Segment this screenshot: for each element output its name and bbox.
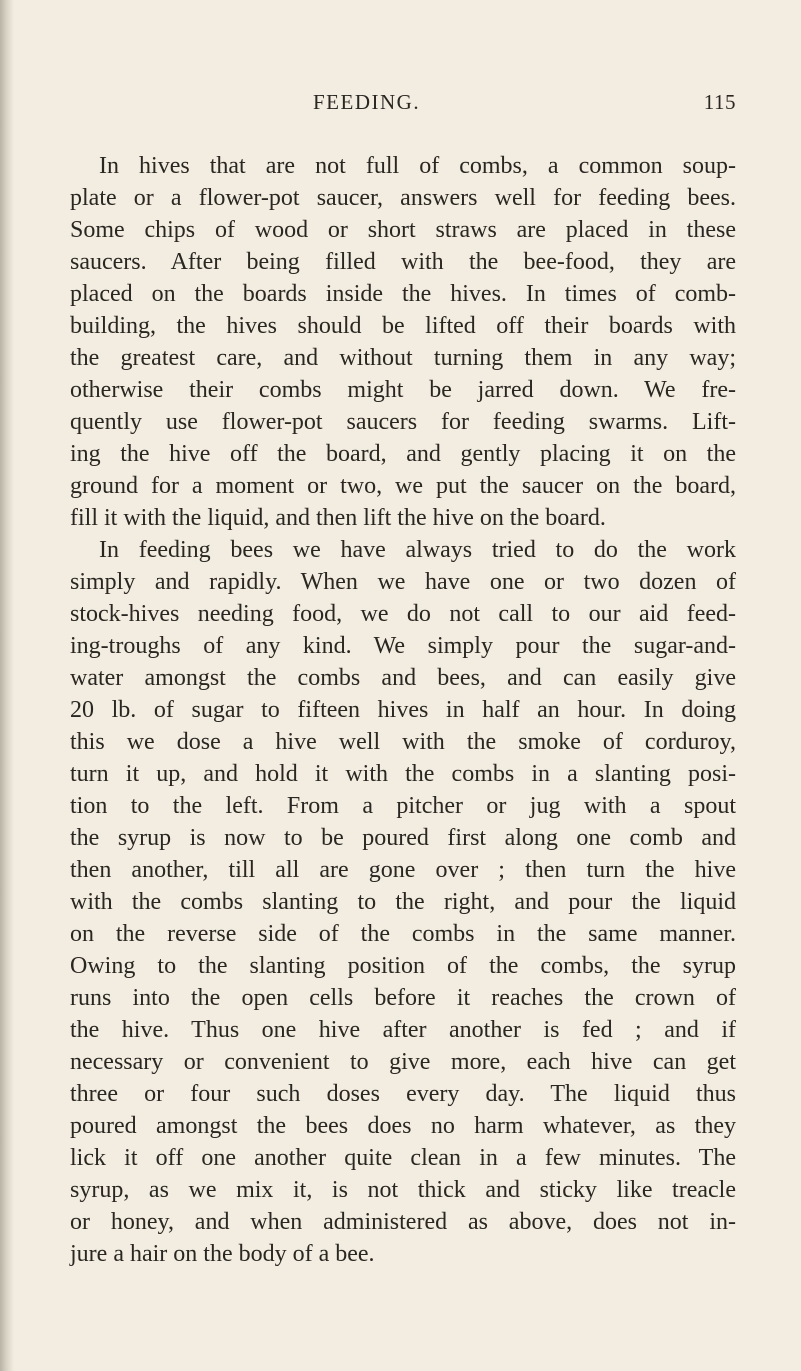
running-title: FEEDING. [313,90,421,114]
text-line: water amongst the combs and bees, and can easily give [70,665,736,691]
text-line: tion to the left. From a pitcher or jug with a spout [70,793,736,819]
running-head [70,74,736,114]
text-line: fill it with the liquid, and then lift the hive on the board. [70,505,606,531]
text-line: plate or a flower-pot saucer, answers well for feeding bees. [70,185,736,211]
text-line: 20 lb. of sugar to fifteen hives in half an hour. In doing [70,697,736,723]
text-line: saucers. After being filled with the bee-food, they are [70,249,736,275]
text-line: this we dose a hive well with the smoke of corduroy, [70,729,736,755]
text-line: on the reverse side of the combs in the same manner. [70,921,736,947]
text-line: runs into the open cells before it reaches the crown of [70,985,736,1011]
text-line: jure a hair on the body of a bee. [70,1241,375,1267]
book-page [70,74,736,1270]
page-number: 115 [703,90,736,114]
text-line: In feeding bees we have always tried to do the work [99,537,736,563]
text-line: lick it off one another quite clean in a few minutes. The [70,1145,736,1171]
text-line: simply and rapidly. When we have one or two dozen of [70,569,736,595]
text-line: the hive. Thus one hive after another is fed ; and if [70,1017,736,1043]
text-line: poured amongst the bees does no harm whatever, as they [70,1113,736,1139]
text-line: Some chips of wood or short straws are placed in these [70,217,736,243]
text-line: syrup, as we mix it, is not thick and sticky like treacle [70,1177,736,1203]
text-line: placed on the boards inside the hives. In times of comb- [70,281,736,307]
text-line: or honey, and when administered as above, does not in- [70,1209,736,1235]
text-line: otherwise their combs might be jarred down. We fre- [70,377,736,403]
text-line: necessary or convenient to give more, each hive can get [70,1049,736,1075]
text-line: with the combs slanting to the right, and pour the liquid [70,889,736,915]
text-line: the syrup is now to be poured first along one comb and [70,825,736,851]
text-line: ing-troughs of any kind. We simply pour the sugar-and- [70,633,736,659]
text-line: ing the hive off the board, and gently placing it on the [70,441,736,467]
text-line: then another, till all are gone over ; then turn the hive [70,857,736,883]
page-binding-shadow [0,0,14,1371]
text-line: quently use flower-pot saucers for feeding swarms. Lift- [70,409,736,435]
text-line: three or four such doses every day. The liquid thus [70,1081,736,1107]
text-line: the greatest care, and without turning them in any way; [70,345,736,371]
text-line: building, the hives should be lifted off their boards with [70,313,736,339]
text-line: turn it up, and hold it with the combs in a slanting posi- [70,761,736,787]
text-line: Owing to the slanting position of the combs, the syrup [70,953,736,979]
text-line: ground for a moment or two, we put the saucer on the board, [70,473,736,499]
text-line: In hives that are not full of combs, a common soup- [99,153,736,179]
text-line: stock-hives needing food, we do not call to our aid feed- [70,601,736,627]
body-text [70,150,736,1270]
